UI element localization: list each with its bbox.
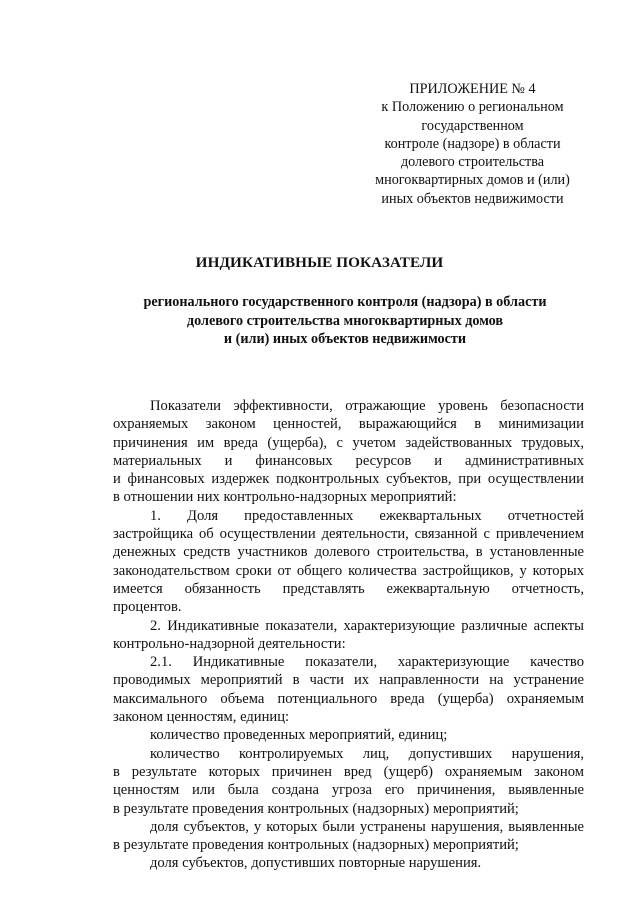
appendix-line: иных объектов недвижимости [381, 190, 564, 207]
item1-line: имеется обязанность представлять ежеквартальную отчетность, [113, 580, 584, 597]
appendix-number: ПРИЛОЖЕНИЕ № 4 [409, 81, 536, 97]
intro-line: охраняемых законом ценностей, выражающийся в минимизации [113, 416, 584, 433]
indicator-line: количество контролируемых лиц, допустивших нарушения, [150, 745, 584, 762]
indicator-line: доля субъектов, у которых были устранены нарушения, выявленные [150, 818, 584, 835]
appendix-line: долевого строительства [400, 154, 545, 171]
appendix-line: контроле (надзоре) в области [384, 135, 561, 152]
document-title: ИНДИКАТИВНЫЕ ПОКАЗАТЕЛИ [195, 254, 444, 271]
item2-line: контрольно-надзорной деятельности: [113, 635, 346, 652]
subtitle-line: регионального государственного контроля (надзора) в области [143, 294, 547, 310]
item2-line: 2. Индикативные показатели, характеризующие различные аспекты [150, 617, 584, 634]
intro-line: причинения им вреда (ущерба), с учетом задействованных трудовых, [113, 434, 584, 451]
indicator-line: количество проведенных мероприятий, единиц; [150, 727, 448, 744]
intro-line: в отношении них контрольно-надзорных мероприятий: [113, 489, 457, 506]
indicator-line: в результате проведения контрольных (надзорных) мероприятий; [113, 837, 519, 854]
indicator-line: доля субъектов, допустивших повторные нарушения. [150, 855, 482, 872]
subtitle-line: и (или) иных объектов недвижимости [223, 331, 467, 348]
appendix-line: многоквартирных домов и (или) [375, 172, 570, 189]
item1-line: денежных средств участников долевого строительства, в установленные [113, 544, 584, 561]
indicator-line: в результате которых причинен вред (ущерб) охраняемым законом [113, 763, 584, 780]
indicator-line: ценностям или была создана угроза его причинения, выявленные [113, 782, 584, 799]
item1-line: процентов. [113, 599, 182, 616]
subtitle-line: долевого строительства многоквартирных домов [186, 312, 504, 329]
indicator-line: в результате проведения контрольных (надзорных) мероприятий; [113, 800, 519, 817]
intro-line: и финансовых издержек подконтрольных субъектов, при осуществлении [113, 471, 584, 488]
appendix-line: государственном [421, 117, 524, 134]
item21-line: законом ценностям, единиц: [113, 709, 290, 726]
item21-line: 2.1. Индикативные показатели, характеризующие качество [150, 654, 584, 671]
document-body [113, 397, 584, 873]
item1-line: 1. Доля предоставленных ежеквартальных отчетностей [150, 507, 584, 524]
item1-line: законодательством сроки от общего количества застройщиков, у которых [113, 562, 584, 579]
item21-line: максимального объема потенциального вреда (ущерба) охраняемым [113, 690, 584, 707]
item1-line: застройщика об осуществлении деятельности, связанной с привлечением [113, 526, 584, 543]
document-subtitle [100, 293, 590, 349]
appendix-header [355, 80, 590, 208]
appendix-line: к Положению о региональном [381, 99, 564, 116]
intro-line: материальных и финансовых ресурсов и административных [113, 452, 584, 469]
item21-line: проводимых мероприятий в части их направленности на устранение [113, 672, 584, 689]
intro-line: Показатели эффективности, отражающие уровень безопасности [150, 398, 584, 414]
